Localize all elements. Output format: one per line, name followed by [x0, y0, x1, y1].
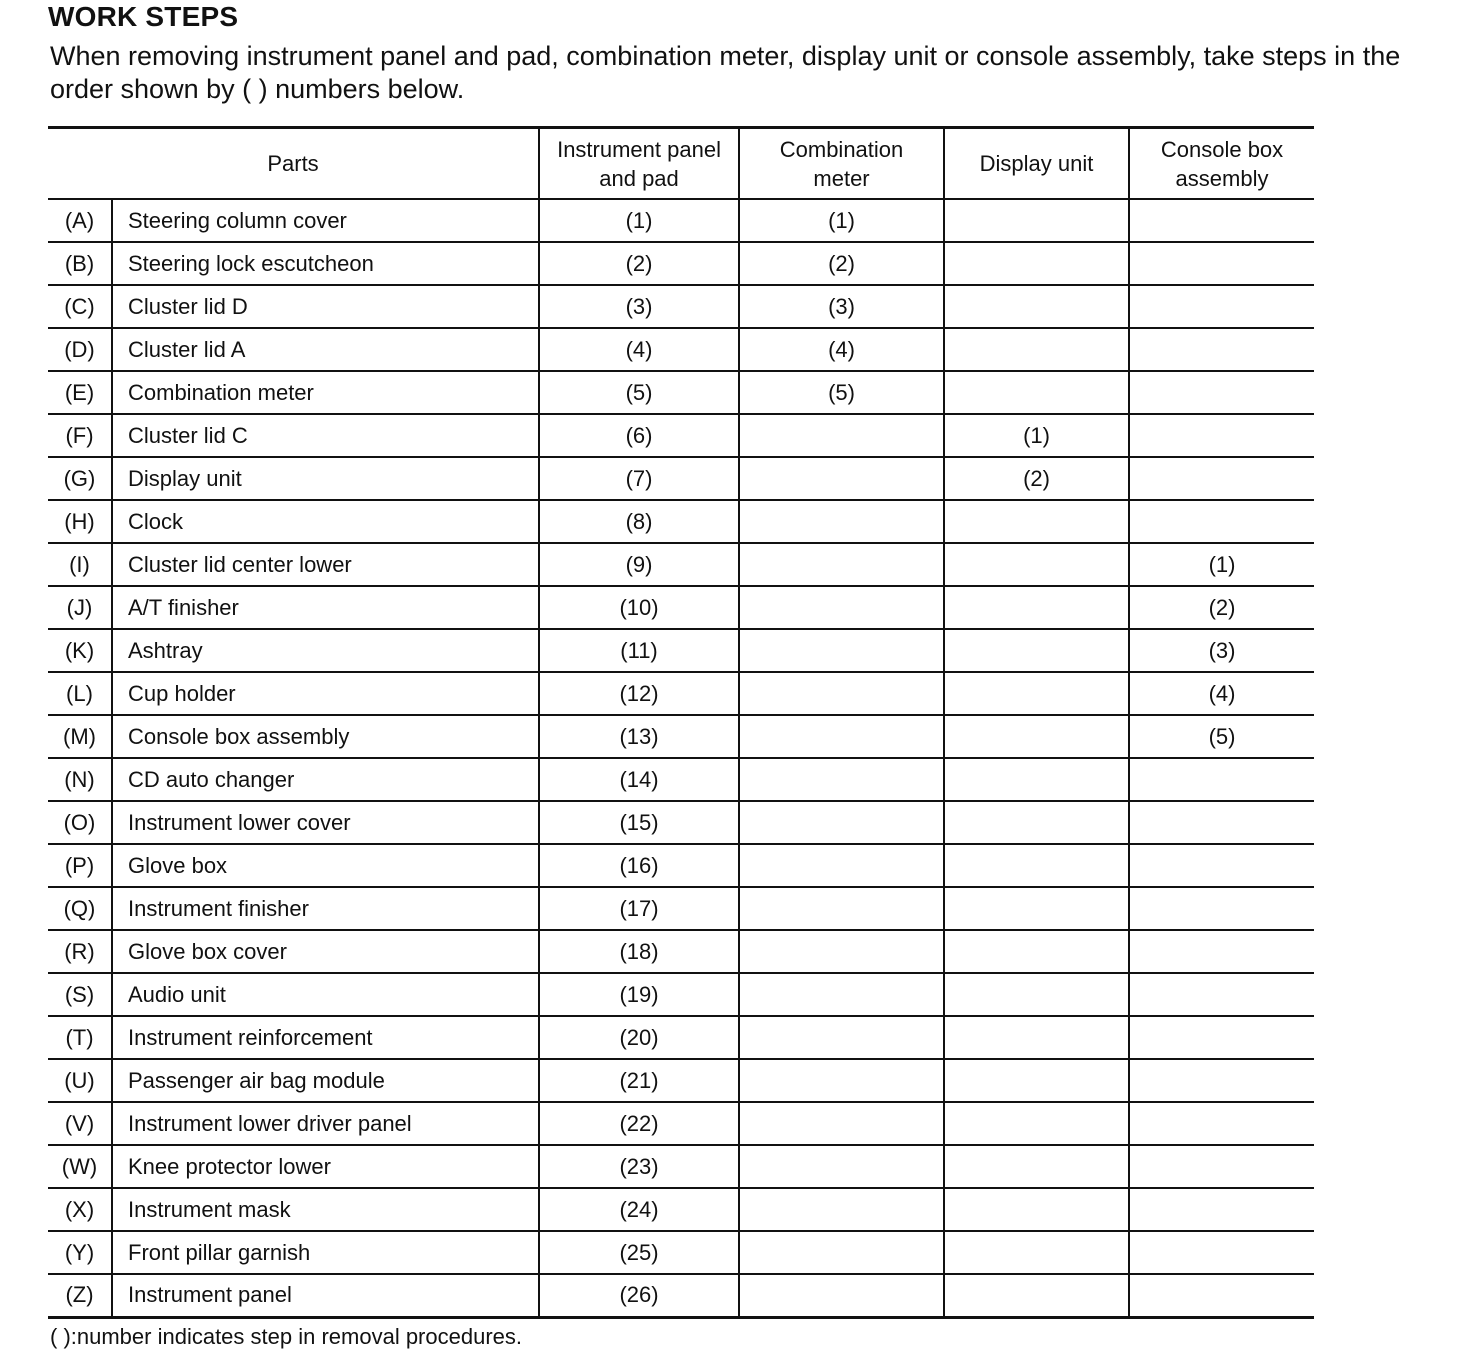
- table-row: [48, 414, 1314, 457]
- part-name: Knee protector lower: [112, 1145, 539, 1188]
- part-letter: (T): [65, 1024, 94, 1050]
- table-row: [48, 500, 1314, 543]
- table-row: [48, 1274, 1314, 1317]
- table-row: [48, 801, 1314, 844]
- step-combination-meter: [739, 1188, 944, 1231]
- part-letter: (M): [63, 723, 96, 749]
- table-row: [48, 973, 1314, 1016]
- table-row: [48, 844, 1314, 887]
- table-row: [48, 1231, 1314, 1274]
- step-instrument-panel: (16): [539, 844, 739, 887]
- part-letter: (L): [66, 680, 93, 706]
- step-combination-meter: [739, 801, 944, 844]
- step-console-box: [1129, 285, 1314, 328]
- table-row: [48, 930, 1314, 973]
- step-display-unit: [944, 887, 1129, 930]
- step-console-box: [1129, 1016, 1314, 1059]
- table-row: [48, 328, 1314, 371]
- part-name: Instrument panel: [112, 1274, 539, 1317]
- step-console-box: [1129, 887, 1314, 930]
- table-row: [48, 586, 1314, 629]
- table-row: [48, 672, 1314, 715]
- step-display-unit: [944, 1102, 1129, 1145]
- step-console-box: (2): [1129, 586, 1314, 629]
- step-console-box: [1129, 414, 1314, 457]
- step-display-unit: [944, 371, 1129, 414]
- step-console-box: [1129, 801, 1314, 844]
- step-instrument-panel: (2): [539, 242, 739, 285]
- step-console-box: [1129, 457, 1314, 500]
- step-instrument-panel: (7): [539, 457, 739, 500]
- part-letter: (Q): [63, 895, 96, 921]
- table-row: [48, 1145, 1314, 1188]
- step-instrument-panel: (9): [539, 543, 739, 586]
- step-combination-meter: [739, 586, 944, 629]
- part-name: Console box assembly: [112, 715, 539, 758]
- header-instrument-panel-line2: and pad: [599, 165, 679, 191]
- step-combination-meter: [739, 887, 944, 930]
- step-combination-meter: [739, 629, 944, 672]
- step-display-unit: [944, 758, 1129, 801]
- step-combination-meter: [739, 1102, 944, 1145]
- step-console-box: (3): [1129, 629, 1314, 672]
- step-display-unit: [944, 844, 1129, 887]
- header-combination-meter: [739, 128, 944, 200]
- part-name: Clock: [112, 500, 539, 543]
- part-letter: (K): [64, 637, 95, 663]
- step-instrument-panel: (1): [539, 199, 739, 242]
- step-console-box: [1129, 1274, 1314, 1317]
- part-name: Steering lock escutcheon: [112, 242, 539, 285]
- part-name: Cluster lid D: [112, 285, 539, 328]
- part-letter: (G): [63, 465, 96, 491]
- step-display-unit: [944, 543, 1129, 586]
- table-row: [48, 1016, 1314, 1059]
- step-combination-meter: [739, 457, 944, 500]
- part-name: Instrument reinforcement: [112, 1016, 539, 1059]
- header-console-box-line2: assembly: [1175, 165, 1269, 191]
- part-name: Passenger air bag module: [112, 1059, 539, 1102]
- step-instrument-panel: (15): [539, 801, 739, 844]
- step-combination-meter: (5): [739, 371, 944, 414]
- table-body: [48, 199, 1314, 1317]
- step-combination-meter: [739, 1016, 944, 1059]
- table-row: [48, 543, 1314, 586]
- part-letter: (J): [66, 594, 93, 620]
- part-letter: (O): [63, 809, 96, 835]
- step-display-unit: [944, 1016, 1129, 1059]
- step-console-box: [1129, 371, 1314, 414]
- step-display-unit: (1): [944, 414, 1129, 457]
- table-row: [48, 371, 1314, 414]
- step-instrument-panel: (10): [539, 586, 739, 629]
- part-name: A/T finisher: [112, 586, 539, 629]
- step-console-box: (4): [1129, 672, 1314, 715]
- step-display-unit: [944, 285, 1129, 328]
- part-name: Cluster lid C: [112, 414, 539, 457]
- step-combination-meter: [739, 1274, 944, 1317]
- step-console-box: (1): [1129, 543, 1314, 586]
- part-name: Ashtray: [112, 629, 539, 672]
- step-console-box: [1129, 1145, 1314, 1188]
- part-letter: (F): [65, 422, 94, 448]
- step-combination-meter: [739, 672, 944, 715]
- part-name: Instrument lower driver panel: [112, 1102, 539, 1145]
- part-letter: (X): [64, 1196, 95, 1222]
- header-console-box: [1129, 128, 1314, 200]
- part-letter: (N): [64, 766, 95, 792]
- header-combination-meter-line2: meter: [813, 165, 870, 191]
- step-instrument-panel: (26): [539, 1274, 739, 1317]
- part-name: Cup holder: [112, 672, 539, 715]
- part-letter: (Y): [64, 1239, 95, 1265]
- table-row: [48, 887, 1314, 930]
- part-name: Display unit: [112, 457, 539, 500]
- step-console-box: [1129, 328, 1314, 371]
- step-instrument-panel: (3): [539, 285, 739, 328]
- step-console-box: [1129, 844, 1314, 887]
- step-display-unit: [944, 672, 1129, 715]
- step-display-unit: [944, 715, 1129, 758]
- step-display-unit: [944, 1274, 1129, 1317]
- step-instrument-panel: (17): [539, 887, 739, 930]
- part-name: Steering column cover: [112, 199, 539, 242]
- part-letter: (W): [61, 1153, 98, 1179]
- step-combination-meter: [739, 543, 944, 586]
- step-instrument-panel: (22): [539, 1102, 739, 1145]
- step-display-unit: [944, 1188, 1129, 1231]
- step-combination-meter: (1): [739, 199, 944, 242]
- step-console-box: [1129, 1231, 1314, 1274]
- intro-paragraph: When removing instrument panel and pad, combination meter, display unit or console assembly, take steps in the order shown by ( ) numbers below.: [50, 41, 1401, 104]
- header-row: [48, 128, 1314, 200]
- step-console-box: [1129, 1059, 1314, 1102]
- step-instrument-panel: (8): [539, 500, 739, 543]
- table-row: [48, 285, 1314, 328]
- header-display-unit-label: Display unit: [979, 151, 1094, 176]
- step-instrument-panel: (12): [539, 672, 739, 715]
- part-letter: (A): [64, 207, 95, 233]
- step-instrument-panel: (23): [539, 1145, 739, 1188]
- step-instrument-panel: (25): [539, 1231, 739, 1274]
- part-name: Cluster lid center lower: [112, 543, 539, 586]
- part-name: Instrument lower cover: [112, 801, 539, 844]
- step-console-box: [1129, 973, 1314, 1016]
- step-console-box: [1129, 1102, 1314, 1145]
- table-row: [48, 715, 1314, 758]
- step-combination-meter: (3): [739, 285, 944, 328]
- header-console-box-line1: Console box: [1160, 136, 1284, 162]
- part-name: Instrument finisher: [112, 887, 539, 930]
- part-name: Front pillar garnish: [112, 1231, 539, 1274]
- part-letter: (V): [64, 1110, 95, 1136]
- part-letter: (E): [64, 379, 95, 405]
- step-instrument-panel: (19): [539, 973, 739, 1016]
- step-console-box: (5): [1129, 715, 1314, 758]
- step-combination-meter: [739, 758, 944, 801]
- step-instrument-panel: (13): [539, 715, 739, 758]
- step-display-unit: [944, 328, 1129, 371]
- step-instrument-panel: (18): [539, 930, 739, 973]
- step-console-box: [1129, 758, 1314, 801]
- step-combination-meter: [739, 414, 944, 457]
- part-letter: (S): [64, 981, 95, 1007]
- step-combination-meter: [739, 1231, 944, 1274]
- step-instrument-panel: (21): [539, 1059, 739, 1102]
- part-name: Cluster lid A: [112, 328, 539, 371]
- header-display-unit: [944, 128, 1129, 200]
- table-header: [48, 128, 1314, 200]
- step-console-box: [1129, 930, 1314, 973]
- part-letter: (R): [64, 938, 95, 964]
- step-console-box: [1129, 242, 1314, 285]
- step-display-unit: [944, 629, 1129, 672]
- part-name: Combination meter: [112, 371, 539, 414]
- step-combination-meter: [739, 1145, 944, 1188]
- part-letter: (H): [64, 508, 95, 534]
- table-row: [48, 457, 1314, 500]
- part-name: Instrument mask: [112, 1188, 539, 1231]
- header-parts: [48, 128, 539, 200]
- step-display-unit: [944, 973, 1129, 1016]
- part-name: Glove box cover: [112, 930, 539, 973]
- step-combination-meter: (4): [739, 328, 944, 371]
- part-letter: (Z): [65, 1282, 94, 1308]
- part-letter: (B): [64, 250, 95, 276]
- header-parts-label: Parts: [267, 151, 319, 176]
- step-display-unit: [944, 801, 1129, 844]
- step-combination-meter: [739, 930, 944, 973]
- step-instrument-panel: (6): [539, 414, 739, 457]
- work-steps-table: [48, 126, 1314, 1319]
- header-instrument-panel-line1: Instrument panel: [557, 136, 721, 162]
- step-display-unit: [944, 1059, 1129, 1102]
- step-console-box: [1129, 500, 1314, 543]
- step-combination-meter: [739, 1059, 944, 1102]
- table-row: [48, 758, 1314, 801]
- step-display-unit: [944, 1231, 1129, 1274]
- step-console-box: [1129, 1188, 1314, 1231]
- step-combination-meter: [739, 973, 944, 1016]
- step-combination-meter: [739, 715, 944, 758]
- step-display-unit: [944, 586, 1129, 629]
- part-name: Glove box: [112, 844, 539, 887]
- step-display-unit: [944, 930, 1129, 973]
- table-row: [48, 1059, 1314, 1102]
- step-display-unit: [944, 1145, 1129, 1188]
- step-combination-meter: [739, 844, 944, 887]
- footnote: ( ):number indicates step in removal procedures.: [50, 1324, 522, 1349]
- step-combination-meter: (2): [739, 242, 944, 285]
- header-combination-meter-line1: Combination: [779, 136, 904, 162]
- table-row: [48, 199, 1314, 242]
- step-instrument-panel: (14): [539, 758, 739, 801]
- part-name: Audio unit: [112, 973, 539, 1016]
- step-display-unit: [944, 242, 1129, 285]
- step-instrument-panel: (20): [539, 1016, 739, 1059]
- table-row: [48, 1188, 1314, 1231]
- step-display-unit: (2): [944, 457, 1129, 500]
- part-name: CD auto changer: [112, 758, 539, 801]
- step-combination-meter: [739, 500, 944, 543]
- part-letter: (U): [64, 1067, 95, 1093]
- header-instrument-panel: [539, 128, 739, 200]
- step-instrument-panel: (5): [539, 371, 739, 414]
- table-row: [48, 629, 1314, 672]
- step-instrument-panel: (4): [539, 328, 739, 371]
- step-console-box: [1129, 199, 1314, 242]
- table-row: [48, 242, 1314, 285]
- step-display-unit: [944, 500, 1129, 543]
- page-title: WORK STEPS: [48, 1, 239, 32]
- table-row: [48, 1102, 1314, 1145]
- step-instrument-panel: (11): [539, 629, 739, 672]
- part-letter: (P): [64, 852, 95, 878]
- part-letter: (I): [69, 551, 90, 577]
- part-letter: (D): [64, 336, 95, 362]
- part-letter: (C): [64, 293, 95, 319]
- step-instrument-panel: (24): [539, 1188, 739, 1231]
- step-display-unit: [944, 199, 1129, 242]
